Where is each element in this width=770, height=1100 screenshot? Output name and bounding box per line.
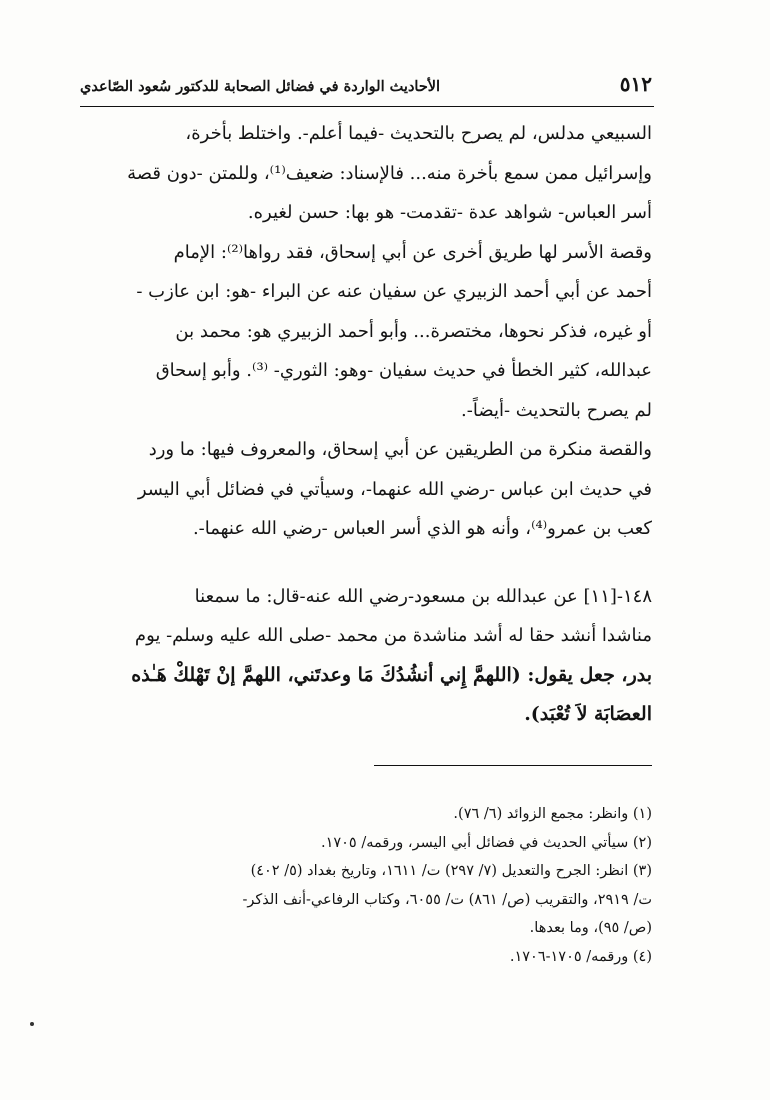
text-line: لم يصرح بالتحديث -أيضاً-. [461, 399, 652, 421]
hadith-line: العصَابَة لاَ تُعْبَد). [524, 703, 652, 725]
footnote-line: (٤) ورقمه/ ١٧٠٥-١٧٠٦. [509, 948, 652, 965]
text-line: والقصة منكرة من الطريقين عن أبي إسحاق، والمعروف فيها: ما ورد [148, 439, 652, 460]
hadith-block [80, 577, 652, 735]
page-header [80, 72, 652, 96]
footnote-separator [374, 765, 652, 766]
footnotes [80, 800, 652, 971]
text-line: كعب بن عمرو⁽⁴⁾، وأنه هو الذي أسر العباس -رضي الله عنهما-. [192, 518, 652, 539]
page-number: ٥١٢ [619, 72, 652, 96]
paragraph [80, 430, 652, 549]
footnote-line: (١) وانظر: مجمع الزوائد (٦/ ٧٦). [453, 806, 652, 822]
text-line: أحمد عن أبي أحمد الزبيري عن سفيان عنه عن البراء -هو: ابن عازب - [136, 281, 652, 302]
scan-speck [30, 1022, 34, 1026]
text-line: في حديث ابن عباس -رضي الله عنهما-، وسيأتي في فضائل أبي اليسر [137, 478, 652, 500]
paragraph [80, 114, 652, 233]
hadith-line: بدر، جعل يقول: (اللهمَّ إِني أنشُدُكَ مَا وعدتَني، اللهمَّ إنْ تَهْلكْ هَـٰذه [131, 663, 652, 686]
text-line: وقصة الأسر لها طريق أخرى عن أبي إسحاق، فقد رواها⁽²⁾: الإمام [173, 241, 652, 263]
hadith-line: ١٤٨-[١١] عن عبدالله بن مسعود-رضي الله عنه-قال: ما سمعنا [194, 585, 652, 607]
hadith-line: مناشدا أنشد حقا له أشد مناشدة من محمد -صلى الله عليه وسلم- يوم [134, 625, 652, 646]
section-gap [80, 549, 652, 577]
text-line: السبيعي مدلس، لم يصرح بالتحديث -فيما أعلم-. واختلط بأخرة، [185, 123, 652, 144]
footnote-line: ت/ ٢٩١٩، والتقريب (ص/ ٨٦١) ت/ ٦٠٥٥، وكتاب الرفاعي-أنف الذكر- [242, 891, 652, 908]
paragraph [80, 233, 652, 431]
running-title: الأحاديث الواردة في فضائل الصحابة للدكتور سُعود الصّاعدي [80, 78, 441, 95]
footnote-line: (٣) انظر: الجرح والتعديل (٧/ ٢٩٧) ت/ ١٦١١، وتاريخ بغداد (٥/ ٤٠٢) [250, 863, 652, 879]
text-line: عبدالله، كثير الخطأ في حديث سفيان -وهو: الثوري- ⁽³⁾. وأبو إسحاق [155, 360, 652, 381]
header-rule [80, 106, 654, 107]
main-text [80, 114, 652, 735]
text-line: وإسرائيل ممن سمع بأخرة منه... فالإسناد: ضعيف⁽¹⁾، وللمتن -دون قصة [127, 162, 652, 184]
text-line: أسر العباس- شواهد عدة -تقدمت- هو بها: حسن لغيره. [247, 202, 652, 223]
footnote-line: (ص/ ٩٥)، وما بعدها. [529, 920, 652, 936]
text-line: أو غيره، فذكر نحوها، مختصرة... وأبو أحمد الزبيري هو: محمد بن [175, 320, 652, 342]
footnote-line: (٢) سيأتي الحديث في فضائل أبي اليسر، ورقمه/ ١٧٠٥. [320, 834, 652, 851]
